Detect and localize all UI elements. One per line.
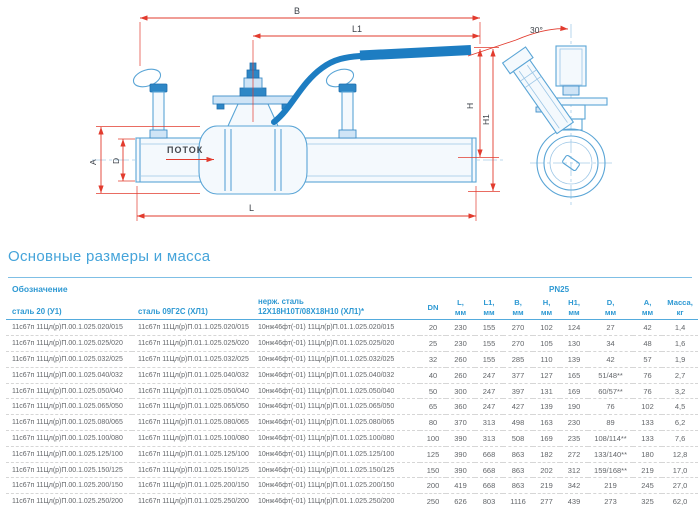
value-cell: 62,0 bbox=[662, 494, 698, 509]
designation-cell: 11с67п 11Цл(р)П.01.1.025.125/100 bbox=[132, 446, 252, 462]
value-cell: 34 bbox=[588, 336, 633, 352]
value-cell: 668 bbox=[475, 462, 503, 478]
dim-table-body bbox=[6, 320, 698, 509]
designation-cell: 11с67п 11Цл(р)П.01.1.025.100/080 bbox=[132, 431, 252, 447]
value-cell: 230 bbox=[446, 336, 475, 352]
value-cell: 133/140** bbox=[588, 446, 633, 462]
designation-cell: 11с67п 11Цл(р)П.01.1.025.080/065 bbox=[132, 415, 252, 431]
table-row bbox=[6, 462, 698, 478]
value-cell: 100 bbox=[420, 431, 446, 447]
flow-label: ПОТОК bbox=[167, 145, 204, 155]
value-cell: 42 bbox=[643, 323, 652, 333]
designation-cell: 10нж46фт(-01) 11Цл(р)П.01.1.025.250/200 bbox=[252, 494, 420, 509]
value-cell: 230 bbox=[560, 415, 588, 431]
value-cell: 40 bbox=[420, 367, 446, 383]
value-cell: 76 bbox=[633, 383, 662, 399]
value-cell: 27,0 bbox=[662, 478, 698, 494]
designation-cell: 11с67п 11Цл(р)П.00.1.025.040/032 bbox=[6, 367, 132, 383]
col-header-stainless: нерж. сталь 12Х18Н10Т/08Х18Н10 (ХЛ1)* bbox=[252, 297, 420, 320]
designation-cell: 11с67п 11Цл(р)П.00.1.025.200/150 bbox=[6, 478, 132, 494]
col-header-b: B, мм bbox=[503, 297, 533, 320]
value-cell: 102 bbox=[540, 323, 553, 333]
value-cell: 155 bbox=[475, 352, 503, 368]
col-header-h: H, мм bbox=[533, 297, 560, 320]
value-cell: 2,7 bbox=[662, 367, 698, 383]
value-cell: 110 bbox=[533, 352, 560, 368]
right-pipe bbox=[304, 138, 476, 182]
value-cell: 51/48** bbox=[588, 367, 633, 383]
value-cell: 139 bbox=[560, 352, 588, 368]
designation-cell: 10нж46фт(-01) 11Цл(р)П.01.1.025.020/015 bbox=[258, 324, 395, 332]
value-cell: 419 bbox=[446, 478, 475, 494]
value-cell: 133 bbox=[633, 415, 662, 431]
value-cell: 863 bbox=[503, 478, 533, 494]
value-cell: 108/114** bbox=[588, 431, 633, 447]
designation-cell: 11с67п 11Цл(р)П.00.1.025.100/080 bbox=[6, 431, 132, 447]
value-cell: 169 bbox=[533, 431, 560, 447]
dim-label-a: A bbox=[88, 159, 98, 165]
table-row bbox=[6, 446, 698, 462]
value-cell: 370 bbox=[446, 415, 475, 431]
value-cell: 3,2 bbox=[662, 383, 698, 399]
value-cell: 76 bbox=[633, 367, 662, 383]
designation-cell: 11с67п 11Цл(р)П.01.1.025.040/032 bbox=[132, 367, 252, 383]
value-cell: 1,4 bbox=[674, 323, 686, 333]
pn-group-header: PN25 bbox=[549, 284, 570, 294]
value-cell: 803 bbox=[475, 494, 503, 509]
value-cell: 377 bbox=[503, 367, 533, 383]
col-header-steel20: сталь 20 (У1) bbox=[6, 297, 132, 320]
value-cell: 427 bbox=[503, 399, 533, 415]
title-rule bbox=[8, 277, 692, 278]
value-cell: 17,0 bbox=[662, 462, 698, 478]
section-title: Основные размеры и масса bbox=[8, 248, 211, 265]
value-cell: 200 bbox=[420, 478, 446, 494]
designation-cell: 11с67п 11Цл(р)П.01.1.025.032/025 bbox=[132, 352, 252, 368]
col-header-d: D, мм bbox=[588, 297, 633, 320]
value-cell: 102 bbox=[633, 399, 662, 415]
value-cell: 245 bbox=[633, 478, 662, 494]
designation-cell: 10нж46фт(-01) 11Цл(р)П.01.1.025.050/040 bbox=[252, 383, 420, 399]
value-cell: 390 bbox=[446, 446, 475, 462]
value-cell: 155 bbox=[482, 323, 496, 333]
value-cell: 219 bbox=[633, 462, 662, 478]
col-header-l1: L1, мм bbox=[475, 297, 503, 320]
designation-cell: 11с67п 11Цл(р)П.00.1.025.150/125 bbox=[6, 462, 132, 478]
value-cell: 439 bbox=[560, 494, 588, 509]
value-cell: 273 bbox=[588, 494, 633, 509]
right-vent-valve bbox=[324, 66, 356, 138]
table-row bbox=[6, 383, 698, 399]
table-row bbox=[6, 320, 698, 336]
value-cell: 127 bbox=[533, 367, 560, 383]
value-cell: 180 bbox=[633, 446, 662, 462]
value-cell: 6,2 bbox=[662, 415, 698, 431]
value-cell: 32 bbox=[420, 352, 446, 368]
dim-label-h1: H1 bbox=[481, 114, 491, 125]
dim-label-b: B bbox=[294, 6, 301, 16]
value-cell: 272 bbox=[560, 446, 588, 462]
value-cell: 131 bbox=[533, 383, 560, 399]
designation-cell: 11с67п 11Цл(р)П.01.1.025.050/040 bbox=[132, 383, 252, 399]
valve-body bbox=[199, 126, 307, 194]
col-header-steel09g2s: сталь 09Г2С (ХЛ1) bbox=[132, 297, 252, 320]
angle-label: 30° bbox=[530, 25, 543, 35]
value-cell: 139 bbox=[533, 399, 560, 415]
value-cell: 202 bbox=[533, 462, 560, 478]
value-cell: 360 bbox=[446, 399, 475, 415]
value-cell: 133 bbox=[633, 431, 662, 447]
designation-cell: 11с67п 11Цл(р)П.00.1.025.020/015 bbox=[12, 324, 123, 332]
dim-label-d: D bbox=[111, 157, 121, 164]
value-cell: 247 bbox=[475, 367, 503, 383]
left-vent-valve bbox=[131, 66, 167, 138]
value-cell: 270 bbox=[511, 323, 525, 333]
table-group-header-row bbox=[6, 281, 698, 297]
table-row bbox=[6, 478, 698, 494]
value-cell: 27 bbox=[606, 323, 615, 333]
designation-cell: 10нж46фт(-01) 11Цл(р)П.01.1.025.032/025 bbox=[252, 352, 420, 368]
col-header-mass: Масса, кг bbox=[662, 297, 698, 320]
value-cell: 130 bbox=[560, 336, 588, 352]
value-cell: 626 bbox=[446, 494, 475, 509]
designation-cell: 10нж46фт(-01) 11Цл(р)П.01.1.025.065/050 bbox=[252, 399, 420, 415]
designation-cell: 11с67п 11Цл(р)П.00.1.025.080/065 bbox=[6, 415, 132, 431]
dim-label-h: H bbox=[465, 102, 475, 109]
value-cell: 247 bbox=[475, 383, 503, 399]
table-row bbox=[6, 367, 698, 383]
value-cell: 668 bbox=[475, 446, 503, 462]
value-cell: 270 bbox=[503, 336, 533, 352]
designation-cell: 11с67п 11Цл(р)П.00.1.025.050/040 bbox=[6, 383, 132, 399]
value-cell: 498 bbox=[503, 415, 533, 431]
value-cell: 235 bbox=[560, 431, 588, 447]
table-row bbox=[6, 494, 698, 509]
table-row bbox=[6, 431, 698, 447]
value-cell: 390 bbox=[446, 431, 475, 447]
valve-handle bbox=[274, 50, 471, 122]
designation-cell: 11с67п 11Цл(р)П.00.1.025.250/200 bbox=[6, 494, 132, 509]
value-cell: 230 bbox=[454, 323, 467, 333]
value-cell: 76 bbox=[588, 399, 633, 415]
value-cell: 25 bbox=[420, 336, 446, 352]
handle-end-view bbox=[556, 46, 586, 95]
value-cell: 1116 bbox=[503, 494, 533, 509]
value-cell: 80 bbox=[420, 415, 446, 431]
value-cell: 1,6 bbox=[662, 336, 698, 352]
designation-cell: 11с67п 11Цл(р)П.01.1.025.025/020 bbox=[132, 336, 252, 352]
designation-cell: 11с67п 11Цл(р)П.01.1.025.150/125 bbox=[132, 462, 252, 478]
dim-label-l: L bbox=[249, 203, 255, 213]
value-cell: 169 bbox=[560, 383, 588, 399]
value-cell: 124 bbox=[567, 323, 581, 333]
value-cell: 277 bbox=[533, 494, 560, 509]
value-cell: 397 bbox=[503, 383, 533, 399]
value-cell: 300 bbox=[446, 383, 475, 399]
value-cell: 57 bbox=[633, 352, 662, 368]
col-header-l: L, мм bbox=[446, 297, 475, 320]
dimensions-table bbox=[6, 281, 698, 509]
designation-cell: 11с67п 11Цл(р)П.00.1.025.025/020 bbox=[6, 336, 132, 352]
value-cell: 50 bbox=[420, 383, 446, 399]
table-row bbox=[6, 336, 698, 352]
designation-cell: 11с67п 11Цл(р)П.00.1.025.065/050 bbox=[6, 399, 132, 415]
value-cell: 42 bbox=[588, 352, 633, 368]
designation-cell: 10нж46фт(-01) 11Цл(р)П.01.1.025.200/150 bbox=[252, 478, 420, 494]
value-cell: 260 bbox=[446, 352, 475, 368]
value-cell: 48 bbox=[633, 336, 662, 352]
valve-technical-drawing bbox=[0, 0, 700, 248]
value-cell: 7,6 bbox=[662, 431, 698, 447]
dim-label-l1: L1 bbox=[352, 24, 363, 34]
value-cell: 190 bbox=[560, 399, 588, 415]
value-cell: 20 bbox=[428, 323, 438, 333]
value-cell: 313 bbox=[475, 431, 503, 447]
table-row bbox=[6, 415, 698, 431]
value-cell: 65 bbox=[420, 399, 446, 415]
value-cell: 325 bbox=[633, 494, 662, 509]
designation-cell: 11с67п 11Цл(р)П.01.1.025.250/200 bbox=[132, 494, 252, 509]
designation-cell: 11с67п 11Цл(р)П.00.1.025.125/100 bbox=[6, 446, 132, 462]
front-view bbox=[88, 6, 506, 221]
value-cell: 4,5 bbox=[662, 399, 698, 415]
designation-cell: 10нж46фт(-01) 11Цл(р)П.01.1.025.080/065 bbox=[252, 415, 420, 431]
col-header-a: A, мм bbox=[633, 297, 662, 320]
table-row bbox=[6, 399, 698, 415]
col-header-dn: DN bbox=[420, 297, 446, 320]
value-cell: 312 bbox=[560, 462, 588, 478]
value-cell: 182 bbox=[533, 446, 560, 462]
value-cell: 247 bbox=[475, 399, 503, 415]
value-cell: 89 bbox=[588, 415, 633, 431]
table-column-header-row bbox=[6, 297, 698, 320]
designation-group-header: Обозначение bbox=[12, 284, 68, 294]
value-cell: 12,8 bbox=[662, 446, 698, 462]
col-header-h1: H1, мм bbox=[560, 297, 588, 320]
value-cell: 159/168** bbox=[588, 462, 633, 478]
value-cell: 342 bbox=[560, 478, 588, 494]
value-cell: 150 bbox=[420, 462, 446, 478]
designation-cell: 11с67п 11Цл(р)П.01.1.025.200/150 bbox=[132, 478, 252, 494]
designation-cell: 11с67п 11Цл(р)П.01.1.025.020/015 bbox=[138, 324, 249, 332]
designation-cell: 10нж46фт(-01) 11Цл(р)П.01.1.025.040/032 bbox=[252, 367, 420, 383]
value-cell: 155 bbox=[475, 336, 503, 352]
value-cell: 260 bbox=[446, 367, 475, 383]
value-cell: 1,9 bbox=[662, 352, 698, 368]
table-row bbox=[6, 352, 698, 368]
value-cell: 508 bbox=[503, 431, 533, 447]
designation-cell: 10нж46фт(-01) 11Цл(р)П.01.1.025.150/125 bbox=[252, 462, 420, 478]
value-cell: 863 bbox=[503, 462, 533, 478]
value-cell: 313 bbox=[475, 415, 503, 431]
value-cell: 863 bbox=[503, 446, 533, 462]
value-cell: 163 bbox=[533, 415, 560, 431]
designation-cell: 11с67п 11Цл(р)П.00.1.025.032/025 bbox=[6, 352, 132, 368]
designation-cell: 10нж46фт(-01) 11Цл(р)П.01.1.025.125/100 bbox=[252, 446, 420, 462]
value-cell: 165 bbox=[560, 367, 588, 383]
value-cell: 219 bbox=[588, 478, 633, 494]
value-cell: 219 bbox=[533, 478, 560, 494]
designation-cell: 11с67п 11Цл(р)П.01.1.025.065/050 bbox=[132, 399, 252, 415]
value-cell: 668 bbox=[475, 478, 503, 494]
value-cell: 105 bbox=[533, 336, 560, 352]
value-cell: 390 bbox=[446, 462, 475, 478]
designation-cell: 10нж46фт(-01) 11Цл(р)П.01.1.025.025/020 bbox=[252, 336, 420, 352]
value-cell: 125 bbox=[420, 446, 446, 462]
value-cell: 250 bbox=[420, 494, 446, 509]
designation-cell: 10нж46фт(-01) 11Цл(р)П.01.1.025.100/080 bbox=[252, 431, 420, 447]
value-cell: 285 bbox=[503, 352, 533, 368]
value-cell: 60/57** bbox=[588, 383, 633, 399]
